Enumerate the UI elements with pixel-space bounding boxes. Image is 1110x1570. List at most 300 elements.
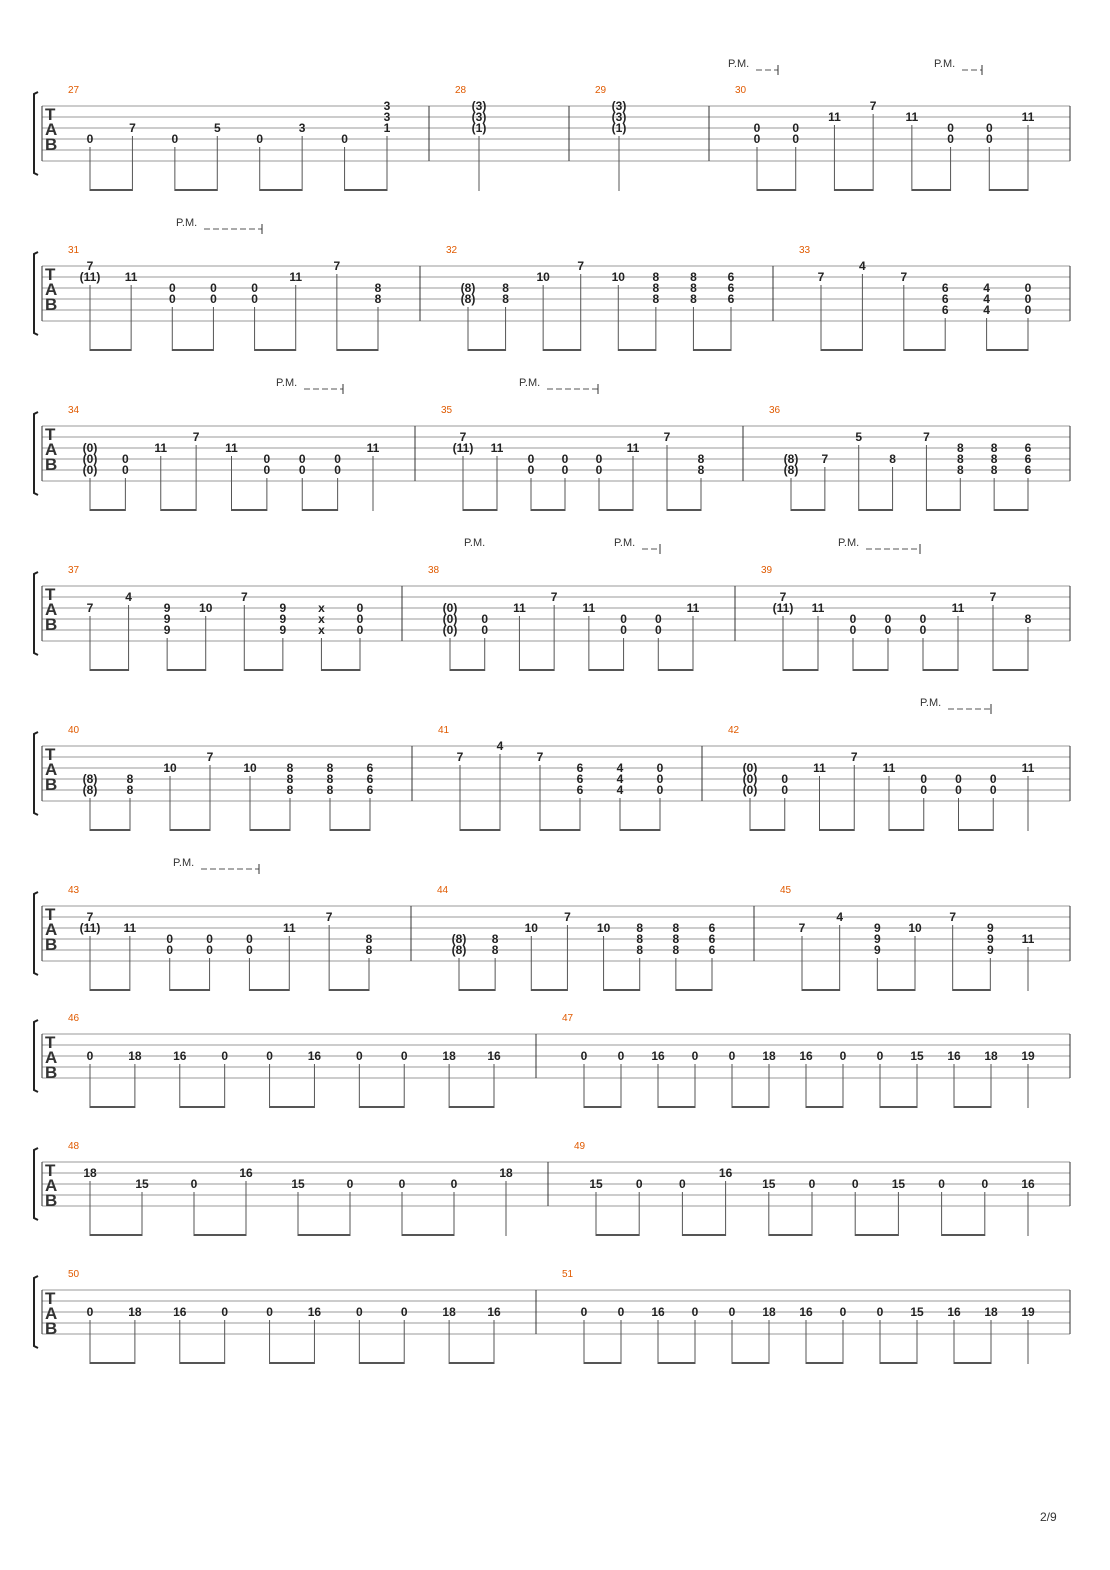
fret-number: 0 — [246, 943, 253, 957]
note-beam — [618, 349, 656, 351]
fret-number: 6 — [708, 921, 716, 935]
note-beam — [250, 829, 290, 831]
fret-number: 7 — [536, 750, 544, 764]
note-beam — [806, 1106, 843, 1108]
fret-number: (8) — [451, 932, 467, 946]
fret-number: 8 — [326, 783, 334, 797]
fret-number: 7 — [192, 430, 200, 444]
tab-clef-letter: T — [45, 1289, 56, 1308]
fret-number: 8 — [491, 943, 499, 957]
fret-number: 6 — [1024, 452, 1032, 466]
fret-number: 7 — [663, 430, 671, 444]
fret-number: 0 — [263, 452, 271, 466]
fret-number: 6 — [941, 281, 949, 295]
note-beam — [302, 509, 337, 511]
fret-number: 11 — [1021, 761, 1035, 775]
fret-number: 0 — [1024, 281, 1032, 295]
system-bracket — [34, 252, 38, 335]
fret-number: 11 — [686, 601, 700, 615]
fret-number: 7 — [206, 750, 214, 764]
fret-number: 8 — [652, 281, 660, 295]
fret-number: 11 — [1021, 110, 1035, 124]
fret-number: 0 — [920, 783, 928, 797]
fret-number: 10 — [908, 921, 922, 935]
fret-number: 11 — [828, 110, 841, 124]
fret-number: (0) — [82, 452, 98, 466]
fret-number: 8 — [889, 452, 896, 466]
fret-number: (8) — [451, 943, 467, 957]
fret-number: 0 — [206, 932, 213, 946]
fret-number: (3) — [611, 110, 627, 124]
fret-number: 8 — [286, 783, 294, 797]
fret-number: 0 — [876, 1305, 884, 1319]
fret-number: (0) — [442, 623, 458, 637]
fret-number: 0 — [86, 132, 94, 146]
fret-number: 0 — [654, 612, 662, 626]
fret-number: 0 — [580, 1049, 588, 1063]
note-beam — [449, 1106, 494, 1108]
fret-number: 0 — [263, 463, 271, 477]
measure-number: 41 — [438, 725, 450, 736]
fret-number: 11 — [225, 441, 238, 455]
fret-number: 11 — [813, 761, 826, 775]
fret-number: 0 — [206, 943, 213, 957]
fret-number: 0 — [635, 1177, 643, 1191]
fret-number: 4 — [983, 303, 990, 317]
fret-number: 6 — [1024, 441, 1032, 455]
note-beam — [90, 829, 130, 831]
tab-clef-letter: T — [45, 265, 56, 284]
note-beam — [750, 829, 785, 831]
fret-number: 7 — [325, 910, 333, 924]
fret-number: 0 — [580, 1305, 588, 1319]
tab-clef-letter: B — [45, 1319, 58, 1338]
fret-number: 10 — [163, 761, 177, 775]
fret-number: 0 — [876, 1049, 884, 1063]
tab-system — [34, 377, 1070, 511]
fret-number: 8 — [1024, 612, 1032, 626]
measure-number: 30 — [735, 85, 747, 96]
note-beam — [676, 989, 712, 991]
note-beam — [170, 989, 210, 991]
fret-number: 11 — [905, 110, 919, 124]
tab-clef-letter: T — [45, 585, 56, 604]
fret-number: 7 — [333, 259, 341, 273]
tab-clef-letter: T — [45, 1161, 56, 1180]
note-beam — [667, 509, 701, 511]
note-beam — [232, 509, 267, 511]
fret-number: 0 — [884, 612, 892, 626]
fret-number: 0 — [679, 1177, 686, 1191]
fret-number: 6 — [366, 772, 374, 786]
fret-number: 0 — [938, 1177, 945, 1191]
fret-number: 7 — [949, 910, 957, 924]
fret-number: 0 — [221, 1305, 229, 1319]
fret-number: (0) — [742, 761, 758, 775]
fret-number: (11) — [452, 441, 474, 455]
note-beam — [658, 1106, 695, 1108]
fret-number: (8) — [82, 783, 98, 797]
note-beam — [90, 509, 125, 511]
fret-number: 8 — [690, 281, 697, 295]
note-beam — [180, 1106, 225, 1108]
fret-number: 0 — [849, 612, 857, 626]
fret-number: 11 — [513, 601, 526, 615]
measure-number: 35 — [441, 405, 453, 416]
fret-number: 4 — [616, 761, 624, 775]
fret-number: (8) — [783, 463, 799, 477]
palm-mute-label: P.M. — [838, 537, 860, 549]
fret-number: 4 — [125, 590, 132, 604]
measure-number: 29 — [595, 85, 607, 96]
note-beam — [954, 1106, 991, 1108]
tab-clef-letter: T — [45, 745, 56, 764]
fret-number: 0 — [166, 943, 174, 957]
fret-number: 11 — [1021, 932, 1035, 946]
palm-mute-label: P.M. — [728, 58, 750, 70]
note-beam — [167, 669, 206, 671]
fret-number: 0 — [398, 1177, 406, 1191]
fret-number: 9 — [279, 612, 287, 626]
system-bracket — [34, 412, 38, 495]
note-beam — [599, 509, 633, 511]
fret-number: 9 — [279, 623, 287, 637]
note-beam — [270, 1362, 315, 1364]
fret-number: 10 — [524, 921, 538, 935]
fret-number: 11 — [289, 270, 303, 284]
note-beam — [877, 989, 915, 991]
fret-number: 16 — [307, 1305, 322, 1319]
fret-number: 0 — [656, 772, 664, 786]
tab-clef-letter: T — [45, 425, 56, 444]
fret-number: 16 — [1021, 1177, 1035, 1191]
measure-number: 40 — [68, 725, 80, 736]
fret-number: 0 — [266, 1049, 273, 1063]
note-beam — [531, 989, 567, 991]
fret-number: 0 — [884, 623, 892, 637]
note-beam — [337, 349, 378, 351]
note-beam — [90, 1106, 135, 1108]
tab-clef-letter: T — [45, 1033, 56, 1052]
fret-number: (11) — [79, 921, 101, 935]
note-beam — [450, 669, 485, 671]
tab-clef-letter: B — [45, 935, 58, 954]
note-beam — [783, 669, 818, 671]
fret-number: 16 — [487, 1049, 501, 1063]
tab-clef-letter: B — [45, 455, 58, 474]
fret-number: 11 — [626, 441, 640, 455]
fret-number: 6 — [708, 932, 716, 946]
fret-number: 0 — [561, 463, 569, 477]
fret-number: 4 — [983, 281, 990, 295]
fret-number: 10 — [596, 921, 611, 935]
fret-number: 7 — [550, 590, 558, 604]
fret-number: 0 — [989, 772, 997, 786]
note-beam — [359, 1106, 404, 1108]
fret-number: 11 — [282, 921, 296, 935]
fret-number: (8) — [460, 281, 476, 295]
fret-number: (8) — [82, 772, 98, 786]
note-beam — [954, 1362, 991, 1364]
note-beam — [732, 1362, 769, 1364]
fret-number: 9 — [163, 601, 171, 615]
tab-clef-letter: T — [45, 105, 56, 124]
fret-number: 0 — [341, 132, 348, 146]
note-beam — [820, 829, 855, 831]
tab-clef-letter: A — [45, 920, 58, 939]
fret-number: 19 — [1021, 1049, 1035, 1063]
fret-number: 8 — [286, 772, 294, 786]
fret-number: 0 — [691, 1305, 699, 1319]
tab-clef-letter: A — [45, 1304, 58, 1323]
note-beam — [330, 829, 370, 831]
palm-mute-label: P.M. — [934, 58, 956, 70]
fret-number: 7 — [240, 590, 248, 604]
fret-number: 1 — [383, 121, 391, 135]
measure-number: 43 — [68, 885, 80, 896]
fret-number: 3 — [383, 99, 391, 113]
fret-number: 6 — [708, 943, 716, 957]
fret-number: 0 — [955, 783, 962, 797]
measure-number: 37 — [68, 565, 80, 576]
note-beam — [791, 509, 825, 511]
fret-number: (0) — [82, 441, 98, 455]
note-beam — [821, 349, 862, 351]
fret-number: 6 — [576, 772, 584, 786]
note-beam — [90, 189, 132, 191]
fret-number: 16 — [487, 1305, 501, 1319]
note-beam — [359, 1362, 404, 1364]
tab-clef-letter: A — [45, 1176, 58, 1195]
note-beam — [90, 349, 131, 351]
fret-number: 0 — [210, 281, 217, 295]
note-beam — [170, 829, 210, 831]
note-beam — [459, 989, 495, 991]
fret-number: 10 — [243, 761, 257, 775]
fret-number: 0 — [753, 132, 761, 146]
fret-number: 8 — [990, 441, 998, 455]
note-beam — [244, 669, 283, 671]
fret-number: 6 — [941, 292, 949, 306]
fret-number: 0 — [839, 1305, 847, 1319]
fret-number: 18 — [762, 1305, 776, 1319]
note-beam — [596, 1234, 639, 1236]
note-beam — [540, 829, 580, 831]
note-beam — [543, 349, 581, 351]
note-beam — [584, 1362, 621, 1364]
fret-number: 6 — [941, 303, 949, 317]
fret-number: (3) — [611, 99, 627, 113]
note-beam — [589, 669, 624, 671]
fret-number: 6 — [366, 783, 374, 797]
fret-number: 4 — [836, 910, 844, 924]
system-bracket — [34, 92, 38, 175]
note-beam — [853, 669, 888, 671]
fret-number: 8 — [690, 292, 697, 306]
tab-clef-letter: A — [45, 1048, 58, 1067]
fret-number: 0 — [86, 1305, 94, 1319]
tab-clef-letter: B — [45, 775, 58, 794]
note-beam — [926, 509, 960, 511]
note-beam — [912, 189, 951, 191]
fret-number: 8 — [636, 932, 644, 946]
note-beam — [345, 189, 387, 191]
fret-number: 0 — [356, 601, 364, 615]
fret-number: 4 — [616, 783, 624, 797]
fret-number: 6 — [727, 292, 735, 306]
fret-number: 0 — [527, 452, 535, 466]
measure-number: 28 — [455, 85, 467, 96]
fret-number: 7 — [459, 430, 467, 444]
tab-clef-letter: A — [45, 120, 58, 139]
palm-mute-label: P.M. — [276, 377, 298, 389]
system-bracket — [34, 732, 38, 815]
fret-number: 18 — [762, 1049, 776, 1063]
fret-number: 8 — [697, 463, 705, 477]
fret-number: 16 — [799, 1305, 813, 1319]
fret-number: 0 — [919, 612, 927, 626]
fret-number: 0 — [985, 121, 993, 135]
fret-number: x — [318, 612, 325, 626]
fret-number: 9 — [986, 932, 994, 946]
fret-number: 0 — [334, 463, 341, 477]
note-beam — [953, 989, 991, 991]
fret-number: 8 — [697, 452, 705, 466]
note-beam — [834, 189, 873, 191]
fret-number: 15 — [589, 1177, 603, 1191]
note-beam — [923, 669, 958, 671]
tab-clef-letter: B — [45, 1063, 58, 1082]
fret-number: 6 — [727, 270, 735, 284]
fret-number: 7 — [779, 590, 787, 604]
fret-number: 8 — [672, 921, 680, 935]
measure-number: 47 — [562, 1013, 574, 1024]
note-beam — [321, 669, 360, 671]
tab-clef-letter: A — [45, 440, 58, 459]
fret-number: x — [318, 623, 325, 637]
fret-number: 8 — [956, 441, 964, 455]
fret-number: 7 — [923, 430, 930, 444]
tab-clef-letter: B — [45, 295, 58, 314]
fret-number: (1) — [611, 121, 627, 135]
fret-number: 7 — [869, 99, 877, 113]
fret-number: 0 — [122, 463, 129, 477]
measure-number: 33 — [799, 245, 811, 256]
fret-number: 0 — [561, 452, 569, 466]
tab-clef-letter: B — [45, 1191, 58, 1210]
fret-number: 0 — [356, 612, 364, 626]
note-beam — [620, 829, 660, 831]
fret-number: 8 — [672, 932, 680, 946]
tab-system — [34, 537, 1070, 671]
fret-number: 0 — [355, 1305, 363, 1319]
fret-number: 16 — [651, 1049, 665, 1063]
fret-number: (3) — [471, 110, 487, 124]
fret-number: 8 — [990, 463, 998, 477]
palm-mute-label: P.M. — [614, 537, 636, 549]
note-beam — [260, 189, 302, 191]
fret-number: 9 — [986, 943, 994, 957]
note-beam — [802, 989, 840, 991]
note-beam — [449, 1362, 494, 1364]
fret-number: 8 — [636, 943, 644, 957]
fret-number: 4 — [859, 259, 866, 273]
fret-number: 16 — [947, 1305, 961, 1319]
note-beam — [90, 989, 130, 991]
fret-number: 16 — [947, 1049, 961, 1063]
fret-number: 8 — [690, 270, 697, 284]
fret-number: 11 — [951, 601, 965, 615]
fret-number: (1) — [471, 121, 487, 135]
fret-number: 11 — [582, 601, 596, 615]
fret-number: 10 — [536, 270, 550, 284]
fret-number: 0 — [210, 292, 217, 306]
fret-number: 9 — [163, 612, 171, 626]
fret-number: 0 — [781, 772, 789, 786]
fret-number: 16 — [651, 1305, 665, 1319]
fret-number: 0 — [919, 623, 927, 637]
note-beam — [987, 349, 1028, 351]
note-beam — [769, 1234, 812, 1236]
system-bracket — [34, 1148, 38, 1220]
fret-number: 19 — [1021, 1305, 1035, 1319]
fret-number: 0 — [251, 292, 258, 306]
fret-number: 11 — [154, 441, 168, 455]
fret-number: 0 — [298, 452, 306, 466]
fret-number: 0 — [166, 932, 174, 946]
fret-number: 6 — [576, 783, 584, 797]
fret-number: (11) — [79, 270, 101, 284]
fret-number: 11 — [811, 601, 825, 615]
fret-number: 9 — [163, 623, 171, 637]
measure-number: 46 — [68, 1013, 80, 1024]
fret-number: 8 — [491, 932, 499, 946]
fret-number: 0 — [256, 132, 264, 146]
fret-number: 0 — [481, 623, 489, 637]
tab-system — [34, 1269, 1070, 1364]
fret-number: 7 — [989, 590, 997, 604]
fret-number: 0 — [620, 612, 627, 626]
note-beam — [806, 1362, 843, 1364]
measure-number: 44 — [437, 885, 449, 896]
tab-system — [34, 1141, 1070, 1236]
fret-number: 15 — [135, 1177, 149, 1191]
measure-number: 51 — [562, 1269, 574, 1280]
tab-clef-letter: A — [45, 280, 58, 299]
fret-number: 11 — [490, 441, 504, 455]
fret-number: 7 — [577, 259, 585, 273]
measure-number: 48 — [68, 1141, 80, 1152]
note-beam — [880, 1362, 917, 1364]
fret-number: 0 — [955, 772, 962, 786]
note-beam — [298, 1234, 350, 1236]
fret-number: 0 — [400, 1305, 408, 1319]
fret-number: 7 — [129, 121, 136, 135]
note-beam — [468, 349, 506, 351]
fret-number: 0 — [728, 1305, 736, 1319]
fret-number: 0 — [753, 121, 761, 135]
fret-number: 0 — [251, 281, 258, 295]
fret-number: 18 — [442, 1305, 456, 1319]
fret-number: 0 — [620, 623, 627, 637]
fret-number: 7 — [456, 750, 464, 764]
fret-number: 9 — [873, 943, 881, 957]
note-beam — [584, 1106, 621, 1108]
measure-number: 39 — [761, 565, 773, 576]
fret-number: 15 — [910, 1049, 924, 1063]
measure-number: 31 — [68, 245, 80, 256]
fret-number: 9 — [873, 921, 881, 935]
